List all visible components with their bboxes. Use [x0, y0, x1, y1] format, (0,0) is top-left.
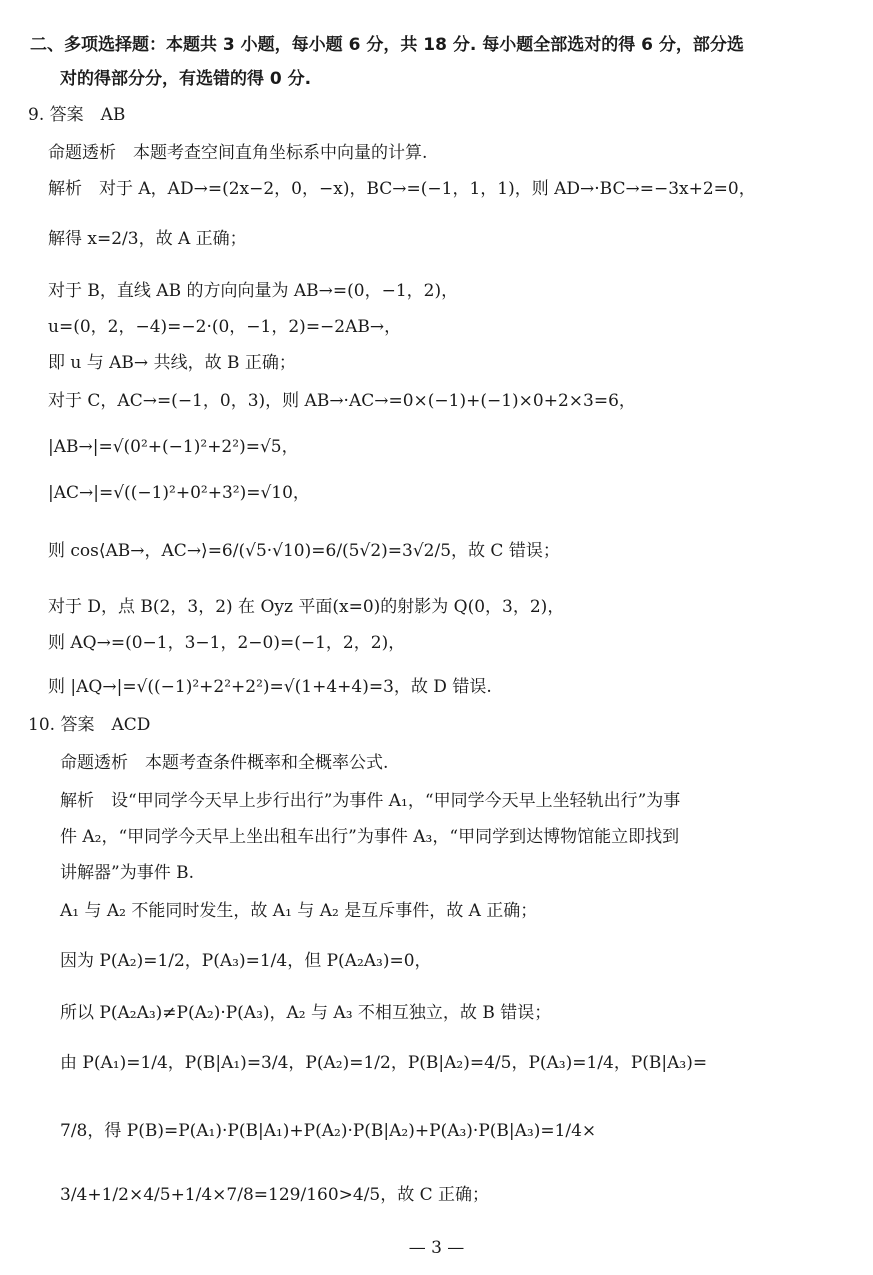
q9-line: 则 cos⟨AB→，AC→⟩=6/(√5·√10)=6/(5√2)=3√2/5，故 C 错误； [48, 541, 560, 561]
q10-line: 讲解器”为事件 B. [60, 863, 194, 883]
q10-line: 由 P(A₁)=1/4，P(B|A₁)=3/4，P(A₂)=1/2，P(B|A₂)=4/5，P(A₃)=1/4，P(B|A₃)= [60, 1053, 708, 1073]
q10-line: 因为 P(A₂)=1/2，P(A₃)=1/4，但 P(A₂A₃)=0， [60, 951, 432, 971]
q9-line: 对于 C，AC→=(−1，0，3)，则 AB→·AC→=0×(−1)+(−1)×0+2×3=6， [48, 391, 636, 411]
q9-answer: 9. 答案 AB [28, 105, 126, 125]
q10-line: 7/8，得 P(B)=P(A₁)·P(B|A₁)+P(A₂)·P(B|A₂)+P(A₃)·P(B|A₃)=1/4× [60, 1121, 597, 1141]
q10-answer: 10. 答案 ACD [28, 715, 151, 735]
q9-line: 对于 B，直线 AB 的方向向量为 AB→=(0，−1，2)， [48, 281, 459, 301]
q9-line: u=(0，2，−4)=−2·(0，−1，2)=−2AB→， [48, 317, 402, 337]
section-heading-line-2: 对的得部分分，有选错的得 0 分. [60, 69, 312, 89]
q10-line: 3/4+1/2×4/5+1/4×7/8=129/160>4/5，故 C 正确； [60, 1185, 490, 1205]
q10-line: 解析 设“甲同学今天早上步行出行”为事件 A₁，“甲同学今天早上坐轻轨出行”为事 [60, 791, 681, 811]
section-heading-line-1: 二、多项选择题：本题共 3 小题，每小题 6 分，共 18 分. 每小题全部选对的得 6 分，部分选 [30, 35, 744, 55]
q9-intent: 命题透析 本题考查空间直角坐标系中向量的计算. [48, 143, 428, 163]
q9-line: 解析 对于 A，AD→=(2x−2，0，−x)，BC→=(−1，1，1)，则 AD→·BC→=−3x+2=0， [48, 179, 756, 199]
q10-line: A₁ 与 A₂ 不能同时发生，故 A₁ 与 A₂ 是互斥事件，故 A 正确； [60, 901, 538, 921]
q9-line: 解得 x=2/3，故 A 正确； [48, 229, 247, 249]
page-number: — 3 — [408, 1238, 465, 1258]
q10-intent: 命题透析 本题考查条件概率和全概率公式. [60, 753, 389, 773]
q10-line: 件 A₂，“甲同学今天早上坐出租车出行”为事件 A₃，“甲同学到达博物馆能立即找到 [60, 827, 680, 847]
q9-line: |AC→|=√((−1)²+0²+3²)=√10， [48, 483, 310, 503]
q10-line: 所以 P(A₂A₃)≠P(A₂)·P(A₃)，A₂ 与 A₃ 不相互独立，故 B 错误； [60, 1003, 552, 1023]
q9-line: 对于 D，点 B(2，3，2) 在 Oyz 平面(x=0)的射影为 Q(0，3，2)， [48, 597, 565, 617]
q9-line: 则 |AQ→|=√((−1)²+2²+2²)=√(1+4+4)=3，故 D 错误. [48, 677, 492, 697]
q9-line: 即 u 与 AB→ 共线，故 B 正确； [48, 353, 296, 373]
q9-line: 则 AQ→=(0−1，3−1，2−0)=(−1，2，2)， [48, 633, 406, 653]
q9-line: |AB→|=√(0²+(−1)²+2²)=√5， [48, 437, 299, 457]
